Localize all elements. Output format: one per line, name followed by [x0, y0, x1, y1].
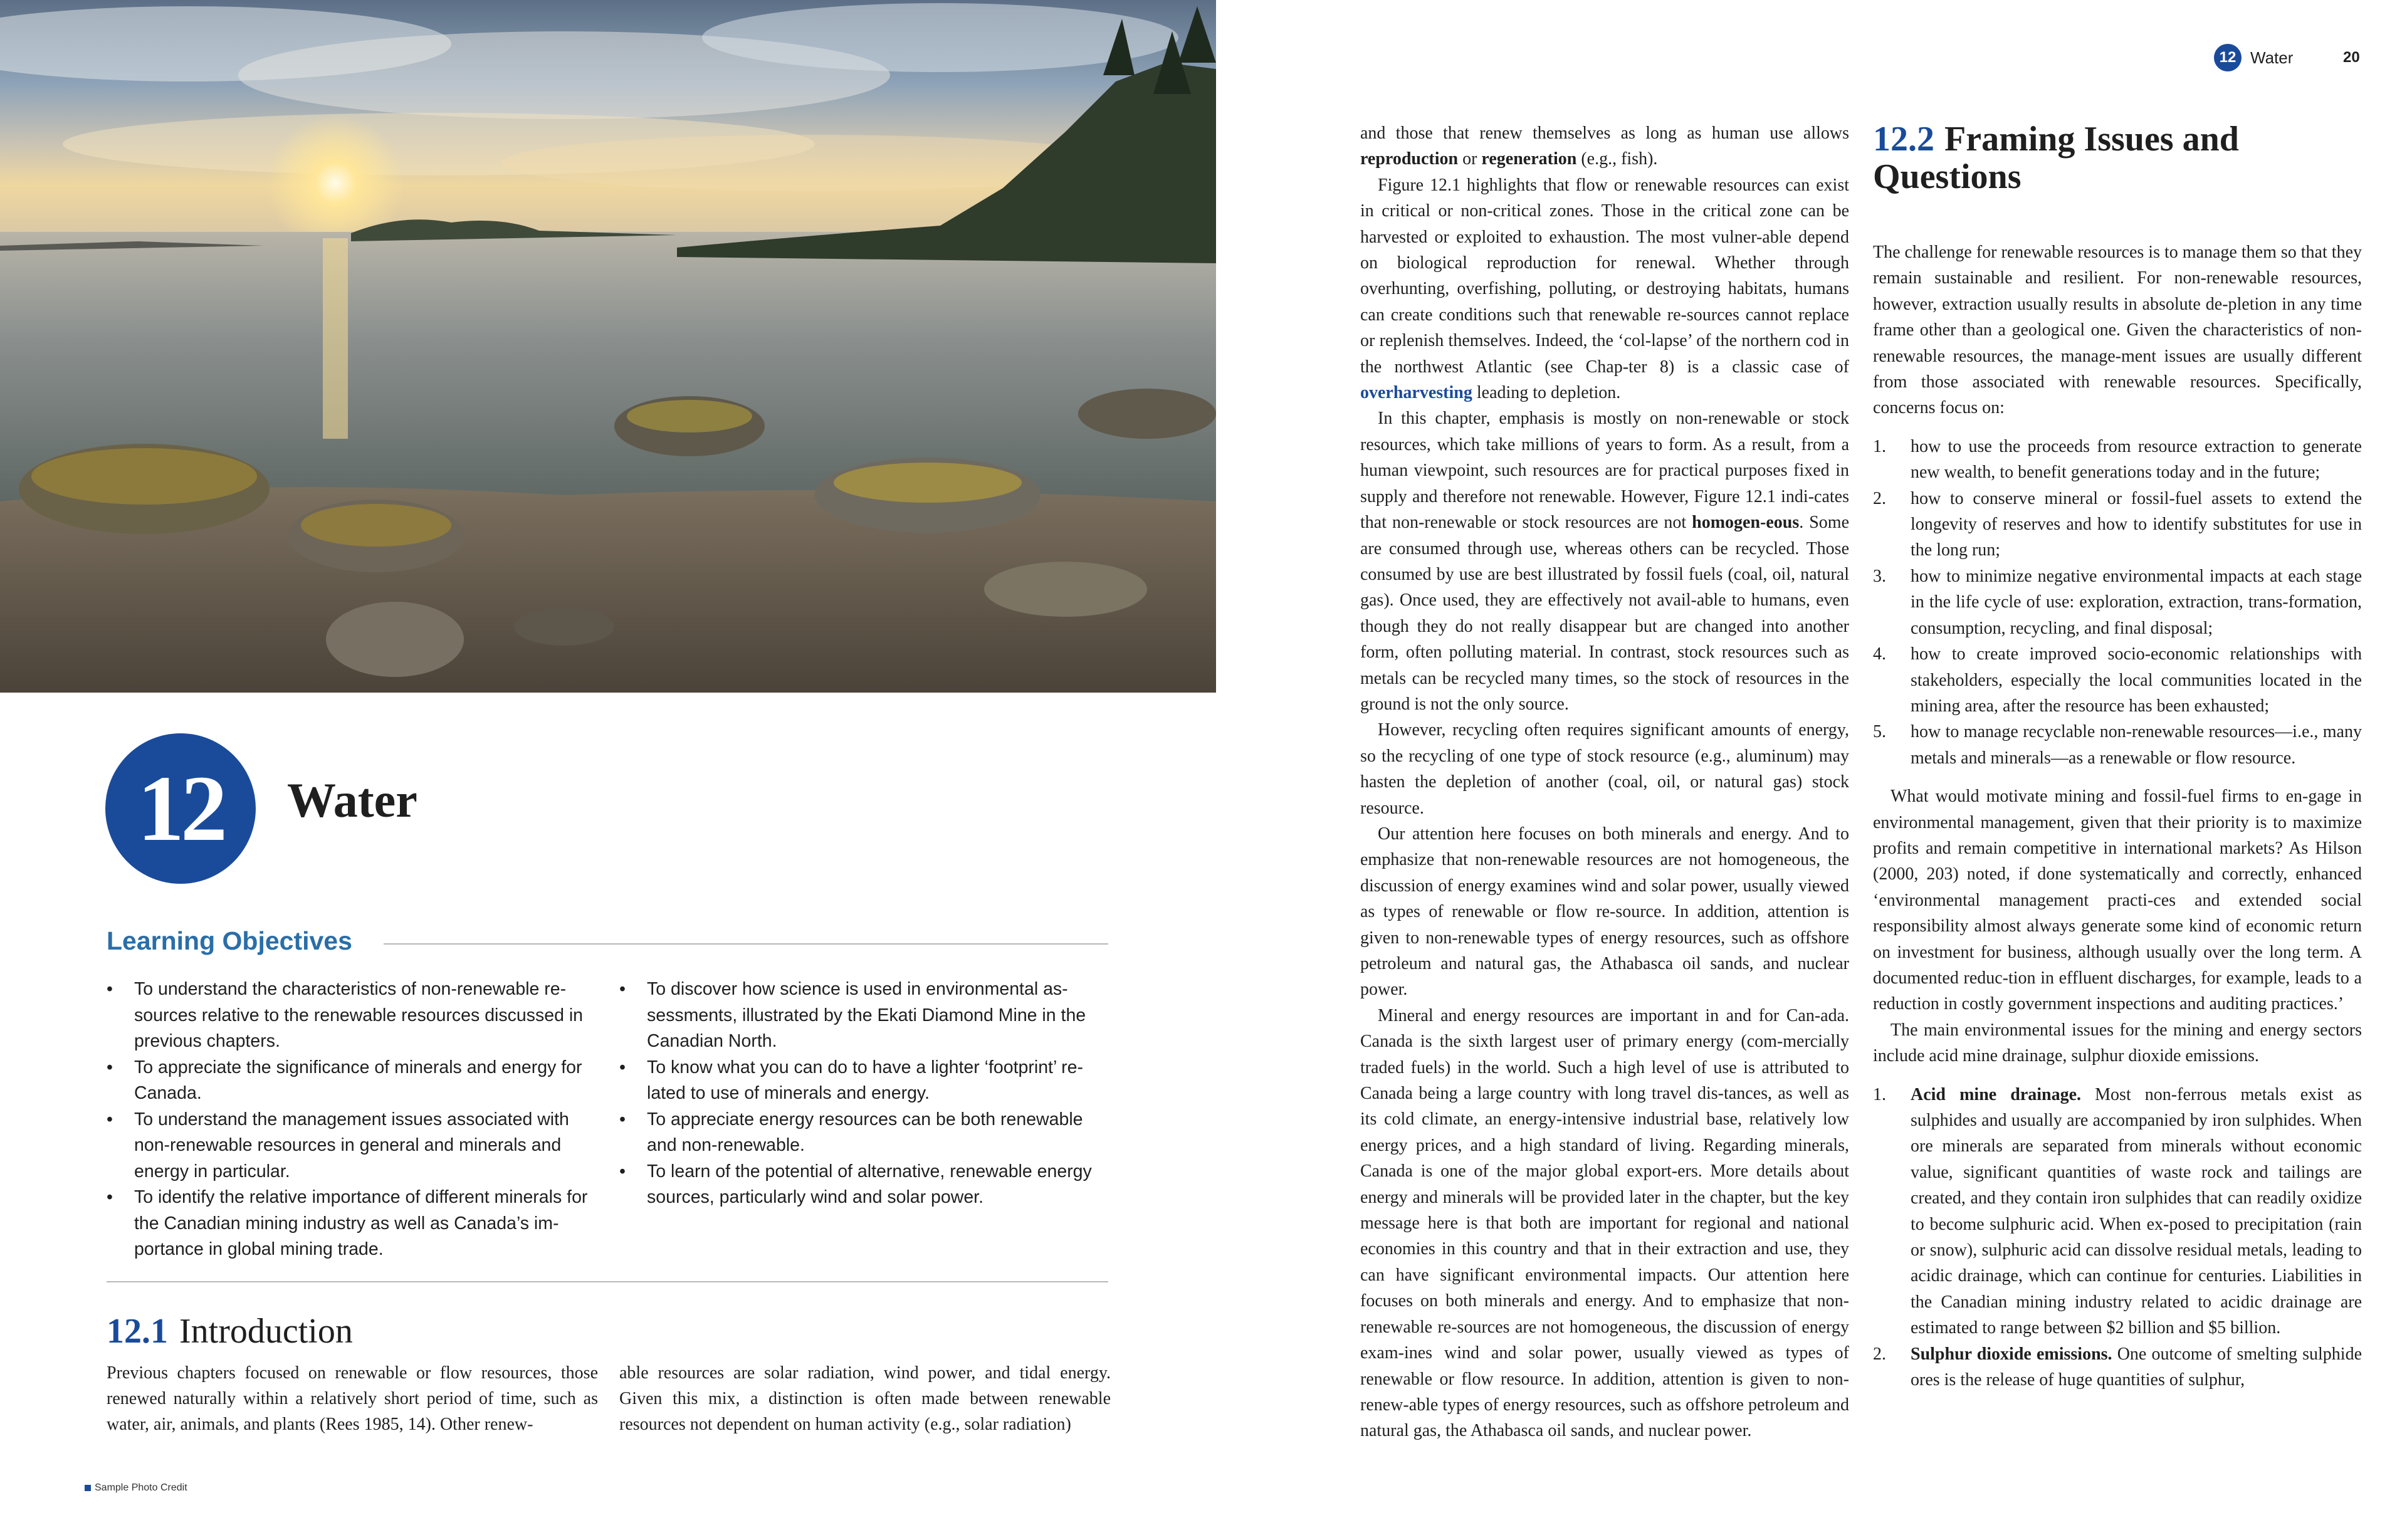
- objective-item: • To know what you can do to have a lighter ‘footprint’ re-lated to use of minerals and energy.: [619, 1055, 1109, 1107]
- section-heading: [107, 1311, 353, 1351]
- objective-item: • To understand the characteristics of non-renewable re-sources relative to the renewable resources discussed in previous chapters.: [107, 977, 597, 1055]
- list-term: Acid mine drainage.: [1911, 1084, 2082, 1104]
- objective-item: • To discover how science is used in environmental as-sessments, illustrated by the Ekati Diamond Mine in the Canadian North.: [619, 977, 1109, 1055]
- objective-item: • To learn of the potential of alternative, renewable energy sources, particularly wind and solar power.: [619, 1159, 1109, 1211]
- paragraph: What would motivate mining and fossil-fuel firms to en-gage in environmental management, given that their priority is to maximize profits and remain competitive in international markets? As Hilson (2000, 203) noted, if done systematically and correctly, enhanced ‘environmental management practi-ces and extended social responsibility almost always generate some kind of economic return on investment for business, although usually over the long term. A documented reduc-tion in effluent discharges, for example, leads to a reduction in costly government inspections and auditing practices.’: [1873, 787, 2362, 1014]
- bullet: •: [107, 1187, 113, 1207]
- body-text-column: [1360, 120, 1849, 1444]
- objective-item: • To appreciate the significance of minerals and energy for Canada.: [107, 1055, 597, 1107]
- keyword: homogen-eous: [1692, 513, 1800, 533]
- chapter-number: 12: [137, 757, 224, 861]
- bullet: •: [107, 979, 113, 999]
- coastal-sunset-photo: [0, 0, 1216, 693]
- objectives-list-left: [107, 977, 597, 1263]
- paragraph: However, recycling often requires significant amounts of energy, so the recycling of one type of stock resource (e.g., aluminum) may hasten the depletion of another (coal, oil, or natural gas) stock resource.: [1360, 720, 1849, 818]
- paragraph: Mineral and energy resources are important in and for Can-ada. Canada is the sixth largest user of primary energy (com-mercially traded fuels) in the world. Such a high level of use is attributed to Canada being a large country with long travel dis-tances, as well as its cold climate, an energy-intensive industrial base, relatively low energy prices, and a high standard of living. Regarding minerals, Canada is one of the major global export-ers. More details about energy and minerals will be provided later in the chapter, but the key message here is that both are important for regional and national economies in this country and that in their extraction and use, they can have significant environmental impacts. Our attention here focuses on both minerals and energy. And to emphasize that non-renewable re-sources are not homogeneous, the discussion of energy exam-ines wind and solar power, usually viewed as types of renewable or flow resource. In addition, attention is given to non-renew-able types of energy resources, such as offshore petroleum and natural gas, the Athabasca oil sands, and nuclear power.: [1360, 1005, 1849, 1441]
- section-divider: [107, 1281, 1108, 1282]
- credit-marker-icon: [85, 1485, 91, 1491]
- chapter-number-badge: [105, 733, 256, 884]
- list-item: 3. how to minimize negative environmental impacts at each stage in the life cycle of use: exploration, extraction, trans-formation, consumption, recycling, and final disposal;: [1873, 566, 2362, 638]
- objective-item: • To understand the management issues associated with non-renewable resources in general and minerals and energy in particular.: [107, 1107, 597, 1185]
- list-item: 1. Acid mine drainage. Most non-ferrous metals exist as sulphides and usually are accompanied by iron sulphides. When ore minerals are separated from minerals without economic value, significant quantities of waste rock and tailings are created, and they contain iron sulphides that can readily oxidize to become sulphuric acid. When ex-posed to precipitation (rain or snow), sulphuric acid can dissolve residual metals, leading to acidic drainage, which can continue for centuries. Liabilities in the Canadian mining industry related to acidic drainage are estimated to range between $2 billion and $5 billion.: [1873, 1084, 2362, 1338]
- objectives-list-right: [619, 977, 1109, 1211]
- paragraph: Our attention here focuses on both minerals and energy. And to emphasize that non-renewable resources are not homogeneous, the discussion of energy examines wind and solar power, usually viewed as types of renewable or flow re-source. In addition, attention is given to non-renewable types of energy resources, such as offshore petroleum and natural gas, the Athabasca oil sands, and nuclear power.: [1360, 824, 1849, 1000]
- concerns-list: [1873, 434, 2362, 771]
- running-head: [2214, 44, 2293, 71]
- bullet: •: [619, 1161, 626, 1181]
- bullet: •: [619, 979, 626, 999]
- body-text-column: [1873, 120, 2362, 1405]
- keyword: regeneration: [1481, 149, 1577, 169]
- bullet: •: [107, 1057, 113, 1077]
- chapter-title: Water: [287, 773, 417, 827]
- list-item: 4. how to create improved socio-economic relationships with stakeholders, especially the local communities located in the mining area, after the resource has been exhausted;: [1873, 644, 2362, 716]
- section-title: Introduction: [179, 1312, 353, 1351]
- page-number: 20: [2343, 49, 2360, 66]
- keyword: reproduction: [1360, 149, 1459, 169]
- body-text-column: able resources are solar radiation, wind power, and tidal energy. Given this mix, a distinction is often made between renewable resources not dependent on human activity (e.g., solar radiation): [619, 1363, 1111, 1434]
- body-text-column: Previous chapters focused on renewable or flow resources, those renewed naturally within a relatively short period of time, such as water, air, animals, and plants (Rees 1985, 14). Other renew-: [107, 1363, 598, 1434]
- running-head-title: Water: [2250, 48, 2294, 67]
- list-item: 1. how to use the proceeds from resource extraction to generate new wealth, to benefit generations today and in the future;: [1873, 436, 2362, 483]
- photo-credit: Sample Photo Credit: [85, 1482, 187, 1494]
- paragraph: and those that renew themselves as long as human use allows reproduction or regeneration (e.g., fish).: [1360, 123, 1849, 169]
- bullet: •: [619, 1109, 626, 1129]
- paragraph: Figure 12.1 highlights that flow or renewable resources can exist in critical or non-critical zones. Those in the critical zone can be harvested or exploited to exhaustion. The most vulner-able depend on biological reproduction for renewal. Whether through overhunting, overfishing, polluting, or destroying habitats, humans can create conditions such that renewable re-sources cannot replace or replenish themselves. Indeed, the ‘col-lapse’ of the northern cod in the northwest Atlantic (see Chap-ter 8) is a classic case of overharvesting leading to depletion.: [1360, 175, 1849, 403]
- list-item: 2. Sulphur dioxide emissions. One outcome of smelting sulphide ores is the release of huge quantities of sulphur,: [1873, 1344, 2362, 1390]
- list-item: 2. how to conserve mineral or fossil-fuel assets to extend the longevity of reserves and how to identify substitutes for use in the long run;: [1873, 488, 2362, 560]
- section-number: 12.2: [1873, 120, 1934, 159]
- heading-rule: [384, 943, 1108, 945]
- section-number: 12.1: [107, 1312, 168, 1351]
- bullet: •: [107, 1109, 113, 1129]
- list-item: 5. how to manage recyclable non-renewable resources—i.e., many metals and minerals—as a renewable or flow resource.: [1873, 722, 2362, 768]
- issues-list: [1873, 1082, 2362, 1393]
- bullet: •: [619, 1057, 626, 1077]
- paragraph: The main environmental issues for the mining and energy sectors include acid mine drainage, sulphur dioxide emissions.: [1873, 1020, 2362, 1066]
- list-term: Sulphur dioxide emissions.: [1911, 1344, 2112, 1364]
- learning-objectives-heading: Learning Objectives: [107, 926, 352, 955]
- running-head-chapter-badge: 12: [2214, 44, 2242, 71]
- section-heading: [1873, 120, 2362, 196]
- paragraph: The challenge for renewable resources is to manage them so that they remain sustainable and resilient. For non-renewable resources, however, extraction usually results in absolute de-pletion in any time frame other than a geological one. Given the characteristics of non-renewable resources, the manage-ment issues are usually different from those associated with renewable resources. Specifically, concerns focus on:: [1873, 243, 2362, 418]
- section-title: Framing Issues and Questions: [1873, 120, 2239, 196]
- objective-item: • To appreciate energy resources can be both renewable and non-renewable.: [619, 1107, 1109, 1159]
- objective-item: • To identify the relative importance of different minerals for the Canadian mining industry as well as Canada’s im-portance in global mining trade.: [107, 1185, 597, 1263]
- paragraph: In this chapter, emphasis is mostly on non-renewable or stock resources, which take millions of years to form. As a result, from a human viewpoint, such resources are for practical purposes fixed in supply and therefore not renewable. However, Figure 12.1 indi-cates that non-renewable or stock resources are not homogen-eous. Some are consumed through use, whereas others can be recycled. Those consumed by use are best illustrated by fossil fuels (coal, oil, natural gas). Once used, they are effectively not avail-able to humans, even though they do not really disappear but are changed into another form, often polluting material. In contrast, stock resources such as metals can be recycled many times, so the stock of resources in the ground is not the only source.: [1360, 409, 1849, 714]
- glossary-term-link[interactable]: overharvesting: [1360, 383, 1472, 403]
